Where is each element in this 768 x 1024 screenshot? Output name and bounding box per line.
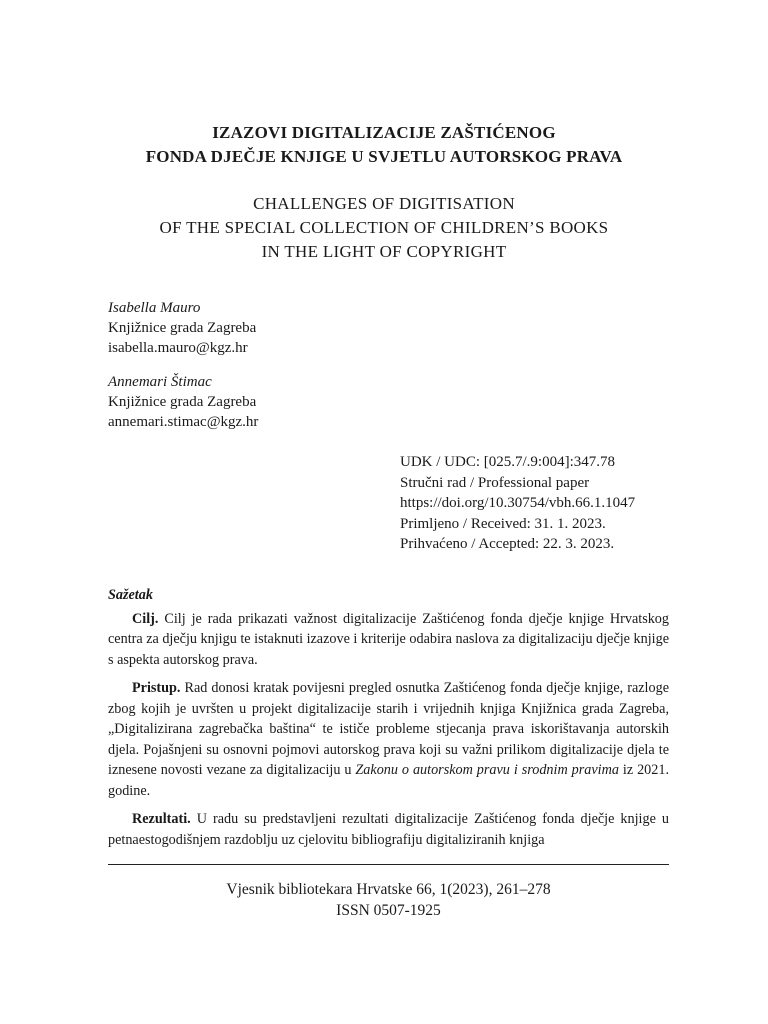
title-english: [60, 192, 708, 264]
author-affiliation: Knjižnice grada Zagreba: [108, 320, 257, 336]
udc-classification: UDK / UDC: [025.7/.9:004]:347.78: [400, 454, 615, 470]
abstract-heading: Sažetak: [108, 587, 153, 603]
abstract-approach-text: Rad donosi kratak povijesni pregled osnutka Zaštićenog fonda dječje knjige, razloge zbog kojih je uvršten u projekt digitalizacije starih i vrijednih knjiga Knjižnica grada Zagreba, „Digitalizirana zagrebačka baština“ te ističe probleme stjecanja prava iskorištavanja autorskih djela. Pojašnjeni su osnovni pojmovi autorskog prava koji su važni prilikom digitalizacije djela te iznesene novosti vezane za digitalizaciju u: [108, 680, 669, 778]
article-metadata: [400, 452, 635, 555]
abstract-goal-text: Cilj je rada prikazati važnost digitalizacije Zaštićenog fonda dječje knjige Hrvatskog centra za dječju knjigu te istaknuti izazove i kriterije odabira naslova za digitalizaciju dječje knjige s aspekta autorskog prava.: [108, 610, 669, 668]
abstract-approach-tail: iz 2021. godine.: [108, 762, 669, 799]
issn-number: ISSN 0507-1925: [336, 902, 441, 919]
title-croatian-line-1: IZAZOVI DIGITALIZACIJE ZAŠTIĆENOG: [212, 123, 556, 142]
title-english-line-3: IN THE LIGHT OF COPYRIGHT: [261, 242, 507, 261]
title-english-line-1: CHALLENGES OF DIGITISATION: [253, 194, 515, 213]
abstract-goal-label: Cilj.: [132, 610, 159, 627]
received-date: Primljeno / Received: 31. 1. 2023.: [400, 515, 606, 532]
author-block: [108, 372, 258, 432]
title-croatian: [60, 121, 708, 169]
abstract-goal: [108, 609, 669, 671]
author-affiliation: Knjižnice grada Zagreba: [108, 394, 257, 410]
author-email[interactable]: annemari.stimac@kgz.hr: [108, 414, 259, 430]
journal-citation: Vjesnik bibliotekara Hrvatske 66, 1(2023), 261–278: [226, 881, 551, 898]
abstract: [108, 585, 669, 858]
author-email[interactable]: isabella.mauro@kgz.hr: [108, 340, 248, 356]
abstract-results-label: Rezultati.: [132, 811, 191, 827]
abstract-approach-law-title: Zakonu o autorskom pravu i srodnim pravima: [355, 762, 619, 778]
abstract-results: [108, 809, 669, 850]
abstract-approach-label: Pristup.: [132, 680, 181, 696]
accepted-date: Prihvaćeno / Accepted: 22. 3. 2023.: [400, 536, 615, 552]
footer-divider: [108, 864, 669, 865]
paper-type: Stručni rad / Professional paper: [400, 474, 590, 491]
author-name: Annemari Štimac: [108, 374, 212, 390]
abstract-results-text: U radu su predstavljeni rezultati digitalizacije Zaštićenog fonda dječje knjige u petnaestogodišnjem razdoblju uz cjelovitu bibliografiju digitaliziranih knjiga: [108, 811, 669, 848]
page-footer: [108, 879, 669, 921]
doi-link[interactable]: https://doi.org/10.30754/vbh.66.1.1047: [400, 495, 636, 511]
title-english-line-2: OF THE SPECIAL COLLECTION OF CHILDREN’S BOOKS: [159, 218, 609, 237]
title-croatian-line-2: FONDA DJEČJE KNJIGE U SVJETLU AUTORSKOG PRAVA: [145, 147, 623, 166]
abstract-approach: [108, 678, 669, 801]
author-name: Isabella Mauro: [108, 300, 201, 316]
author-block: [108, 298, 256, 358]
